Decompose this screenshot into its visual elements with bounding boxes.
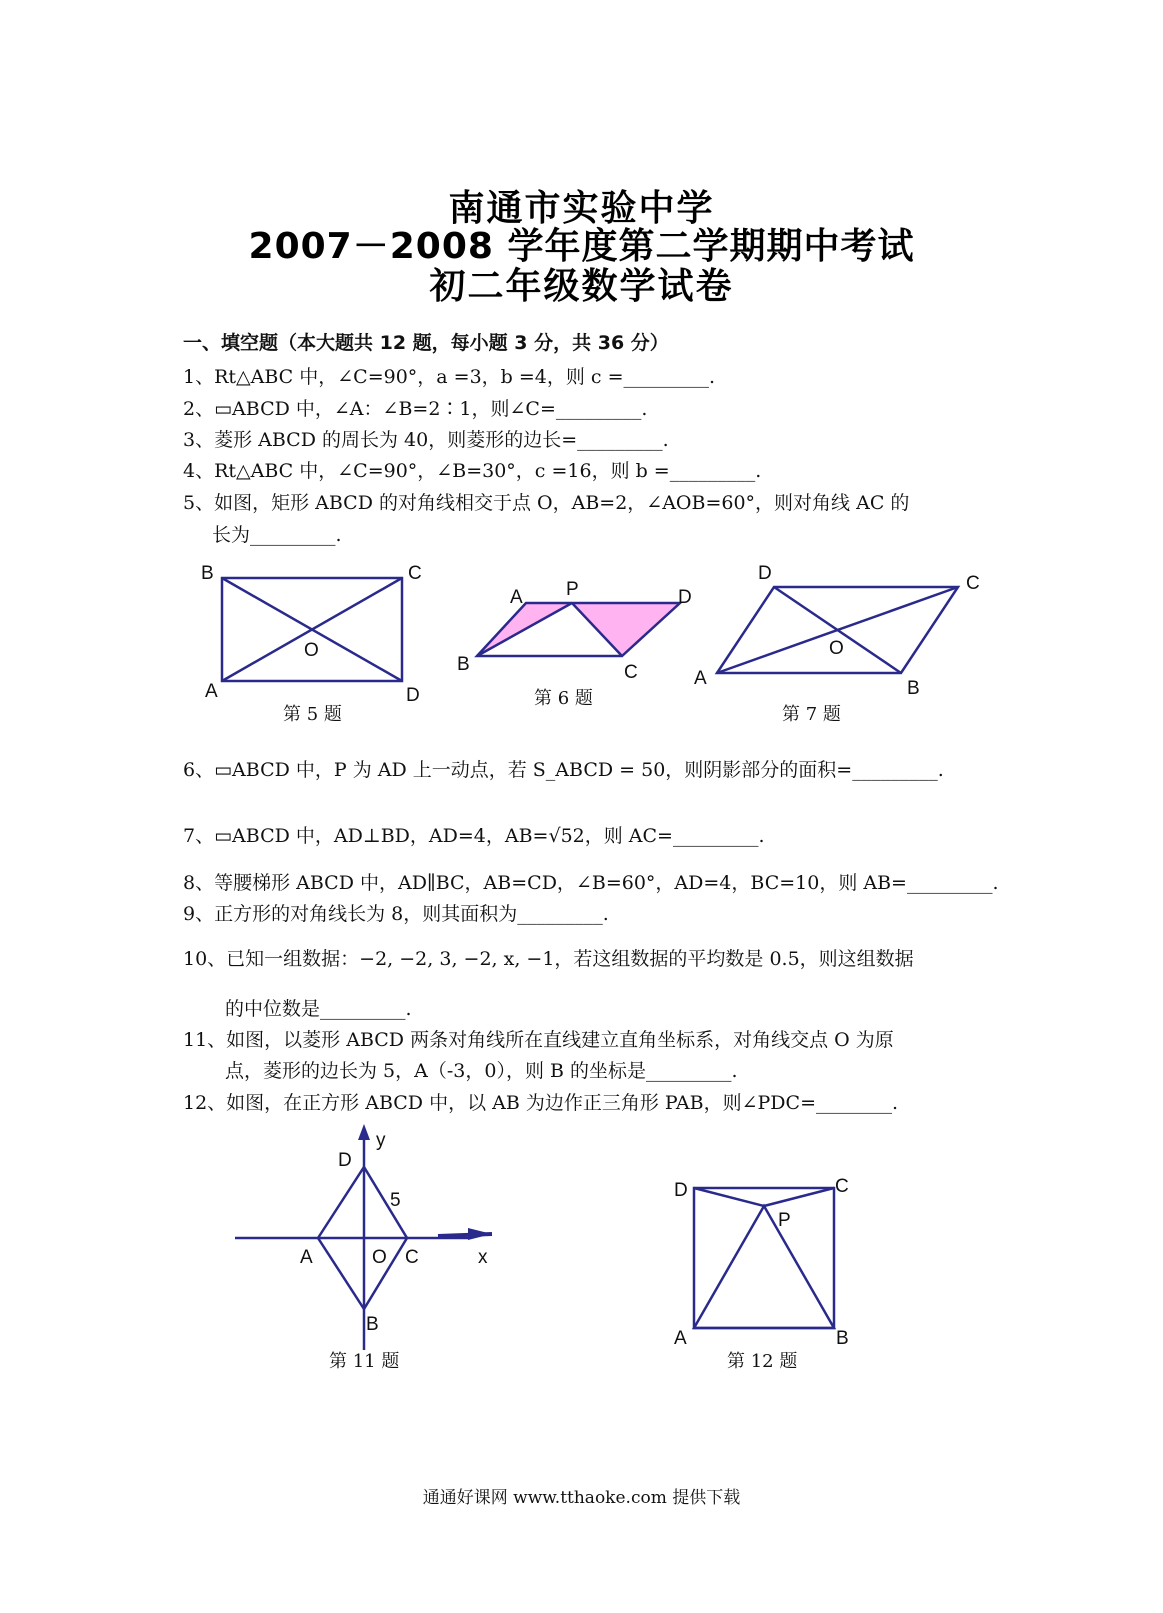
footer-text: 通通好课网 www.tthaoke.com 提供下载 [422,1488,741,1508]
fig7-label-o: O [829,638,844,659]
fig7-label-a: A [694,668,707,689]
figure-12 [670,1170,860,1350]
fig12-label-p: P [778,1210,791,1231]
fig5-label-d: D [406,685,420,706]
question-10-line1: 10、已知一组数据：−2, −2, 3, −2, x, −1，若这组数据的平均数是 0.5，则这组数据 [183,948,914,970]
fig7-caption: 第 7 题 [782,704,841,725]
question-10-line2: 的中位数是_________. [225,998,412,1020]
fig7-label-b: B [907,678,920,699]
fig12-segment-pd [694,1188,764,1206]
fig6-caption: 第 6 题 [534,688,593,709]
fig12-caption: 第 12 题 [727,1351,798,1372]
question-3: 3、菱形 ABCD 的周长为 40，则菱形的边长=_________. [183,429,669,451]
question-1: 1、Rt△ABC 中，∠C=90°，a =3，b =4，则 c =_________. [183,366,716,388]
fig6-label-a: A [510,587,523,608]
fig12-segment-pc [764,1188,834,1206]
fig5-label-c: C [408,563,422,584]
question-9: 9、正方形的对角线长为 8，则其面积为_________. [183,903,609,925]
fig6-shade-right [572,603,680,656]
paper-title: 初二年级数学试卷 [429,266,734,307]
question-2: 2、▭ABCD 中，∠A：∠B=2∶1，则∠C=_________. [183,398,648,420]
fig5-label-o: O [304,640,319,661]
question-8: 8、等腰梯形 ABCD 中，AD∥BC，AB=CD，∠B=60°，AD=4，BC=10，则 AB=_________. [183,872,999,894]
fig12-label-d: D [674,1180,688,1201]
fig11-caption: 第 11 题 [329,1351,400,1372]
fig11-label-x: x [478,1247,488,1268]
fig7-label-d: D [758,563,772,584]
exam-title: 2007－2008 学年度第二学期期中考试 [248,226,915,267]
fig12-square [694,1188,834,1328]
fig7-diagonal-bd [774,587,901,673]
question-11-line2: 点，菱形的边长为 5，A（-3，0），则 B 的坐标是_________. [225,1060,738,1082]
fig6-label-d: D [678,587,692,608]
fig5-caption: 第 5 题 [283,704,342,725]
fig12-label-a: A [674,1328,687,1349]
fig6-label-p: P [566,579,579,600]
figure-6 [450,575,700,685]
question-5-line2: 长为_________. [212,524,342,546]
fig12-triangle-pab [694,1206,834,1328]
fig11-y-arrow-icon [358,1124,370,1140]
fig5-label-b: B [201,563,214,584]
school-name: 南通市实验中学 [448,188,715,229]
fig12-label-b: B [836,1328,849,1349]
fig6-label-c: C [624,662,638,683]
fig11-label-a: A [300,1247,313,1268]
fig11-label-y: y [376,1130,386,1151]
question-6: 6、▭ABCD 中，P 为 AD 上一动点，若 S_ABCD = 50，则阴影部分的面积=_________. [183,759,944,781]
fig11-label-b: B [366,1314,379,1335]
question-7: 7、▭ABCD 中，AD⊥BD，AD=4，AB=√52，则 AC=_________. [183,825,765,847]
question-11-line1: 11、如图，以菱形 ABCD 两条对角线所在直线建立直角坐标系，对角线交点 O 为原 [183,1029,894,1051]
fig7-label-c: C [966,573,980,594]
figure-7 [690,560,990,700]
question-4: 4、Rt△ABC 中，∠C=90°，∠B=30°，c =16，则 b =_________. [183,460,762,482]
section-title: 一、填空题（本大题共 12 题，每小题 3 分，共 36 分） [183,332,669,354]
fig5-label-a: A [205,681,218,702]
fig6-label-b: B [457,654,470,675]
fig11-label-five: 5 [390,1190,401,1211]
question-12: 12、如图，在正方形 ABCD 中，以 AB 为边作正三角形 PAB，则∠PDC=________. [183,1092,899,1114]
fig11-label-d: D [338,1150,352,1171]
figure-11 [230,1120,510,1355]
fig12-label-c: C [835,1176,849,1197]
fig11-label-c: C [405,1247,419,1268]
fig11-x-arrow-shaft [438,1234,492,1236]
fig11-label-o: O [372,1247,387,1268]
question-5-line1: 5、如图，矩形 ABCD 的对角线相交于点 O，AB=2，∠AOB=60°，则对角线 AC 的 [183,492,910,514]
